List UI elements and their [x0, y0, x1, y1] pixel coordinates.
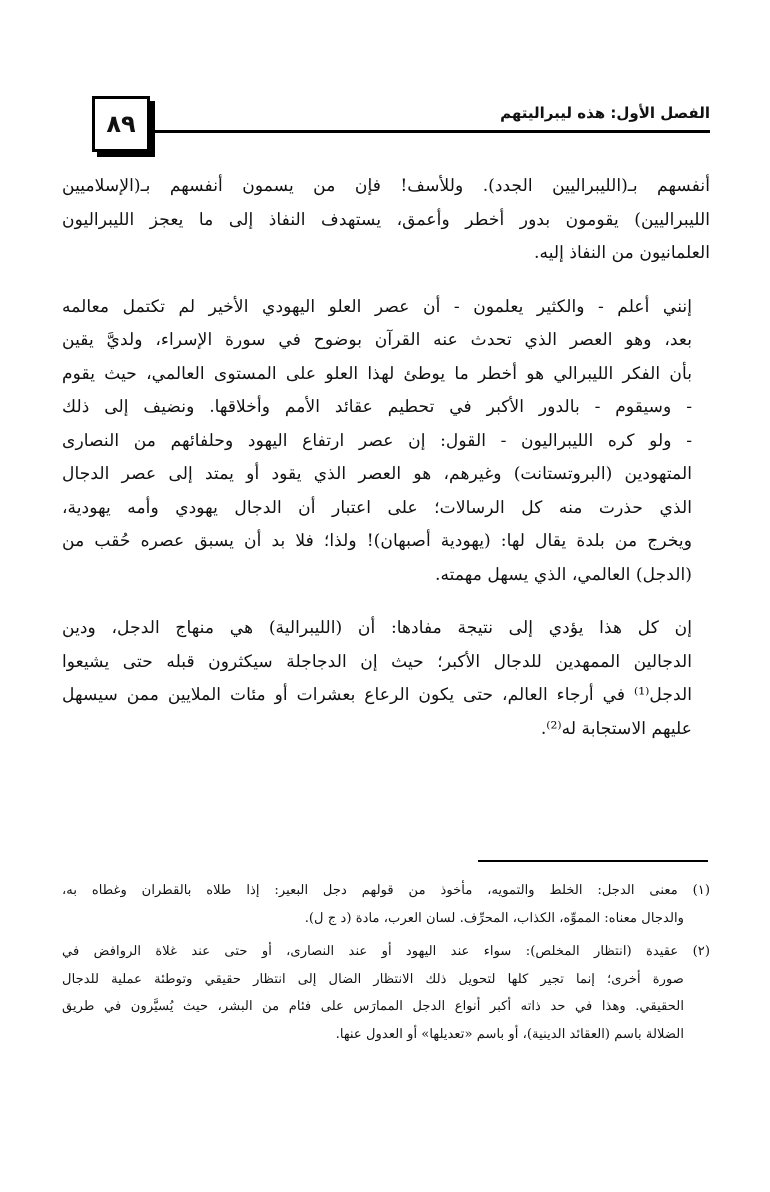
- footnote: [62, 877, 710, 932]
- page-header: [92, 96, 710, 156]
- footnote-line: (١) معنى الدجل: الخلط والتمويه، مأخوذ من قولهم دجل البعير: إذا طلاه بالقطران وغطاه به،: [62, 883, 710, 898]
- footnote: [62, 938, 710, 1048]
- text-line: المتهودين (البروتستانت) وغيرهم، هو العصر الذي يقود أو يمتد إلى عصر الدجال: [62, 464, 692, 484]
- text-line: (الدجل) العالمي، الذي يسهل مهمته.: [435, 564, 692, 585]
- text-line: بعد، وهو العصر الذي تحدث عنه القرآن بوضوح في سورة الإسراء، ولديَّ يقين: [62, 330, 692, 350]
- footnote-line: الضلالة باسم (العقائد الدينية)، أو باسم «تعديلها» أو العدول عنها.: [335, 1026, 684, 1042]
- chapter-title: الفصل الأول: هذه ليبراليتهم: [500, 104, 710, 122]
- footnote-line: الحقيقي. وهذا في حد ذاته أكبر أنواع الدجل الممارَس على فئام من البشر، حيث يُسيَّرون في طريق: [62, 999, 684, 1014]
- text-line: - ولو كره الليبراليون - القول: إن عصر ارتفاع اليهود وحلفائهم من النصارى: [62, 430, 692, 451]
- text-line: الدجل⁽¹⁾ في أرجاء العالم، حتى يكون الرعاع بعشرات أو مئات الملايين ممن سيسهل: [62, 685, 692, 705]
- text-line: إن كل هذا يؤدي إلى نتيجة مفادها: أن (الليبرالية) هي منهاج الدجل، ودين: [62, 618, 692, 638]
- main-text: [62, 170, 710, 766]
- footnote-line: صورة أخرى؛ إنما تجير كلها لتحويل ذلك الانتظار الضال إلى انتظار حقيقي وتوطئة عملية للدجال: [62, 971, 684, 987]
- page-number: ٨٩: [106, 110, 136, 138]
- footnote-line: (٢) عقيدة (انتظار المخلص): سواء عند اليهود أو عند النصارى، أو حتى عند غلاة الروافض في: [62, 944, 710, 959]
- text-line: عليهم الاستجابة له⁽²⁾.: [540, 718, 692, 739]
- footnotes: [62, 877, 710, 1054]
- header-rule: [144, 130, 710, 133]
- text-line: إنني أعلم - والكثير يعلمون - أن عصر العلو اليهودي الأخير لم تكتمل معالمه: [62, 296, 692, 317]
- page-number-box: [92, 96, 150, 152]
- paragraph: [62, 170, 710, 271]
- text-line: العلمانيون من النفاذ إليه.: [534, 243, 710, 263]
- text-line: ويخرج من بلدة يقال لها: (يهودية أصبهان)! ولذا؛ فلا بد أن يسبق عصره حُقب من: [62, 531, 692, 551]
- text-line: الدجالين الممهدين للدجال الأكبر؛ حيث إن الدجاجلة سيكثرون قبله حتى يشيعوا: [62, 651, 692, 672]
- paragraph: [62, 612, 710, 746]
- footnote-line: والدجال معناه: المموِّه، الكذاب، المحرِّف. لسان العرب، مادة (د ج ل).: [304, 910, 684, 926]
- paragraph: [62, 291, 710, 593]
- text-line: الليبراليين) يقومون بدور أخطر وأعمق، يستهدف النفاذ إلى ما يعجز الليبراليون: [62, 209, 710, 230]
- text-line: الذي حذرت منه كل الرسالات؛ على اعتبار أن الدجال يهودي وأمه يهودية،: [62, 497, 692, 518]
- text-line: - وسيقوم - بالدور الأكبر في تحطيم عقائد الأمم وأخلاقها. ونضيف إلى ذلك: [62, 397, 692, 417]
- text-line: بأن الفكر الليبرالي هو أخطر ما يوطئ لهذا العلو على المستوى العالمي، حيث يقوم: [62, 363, 692, 384]
- footnote-separator: [478, 860, 708, 862]
- text-line: أنفسهم بـ(الليبراليين الجدد). وللأسف! فإن من يسمون أنفسهم بـ(الإسلاميين: [62, 176, 710, 196]
